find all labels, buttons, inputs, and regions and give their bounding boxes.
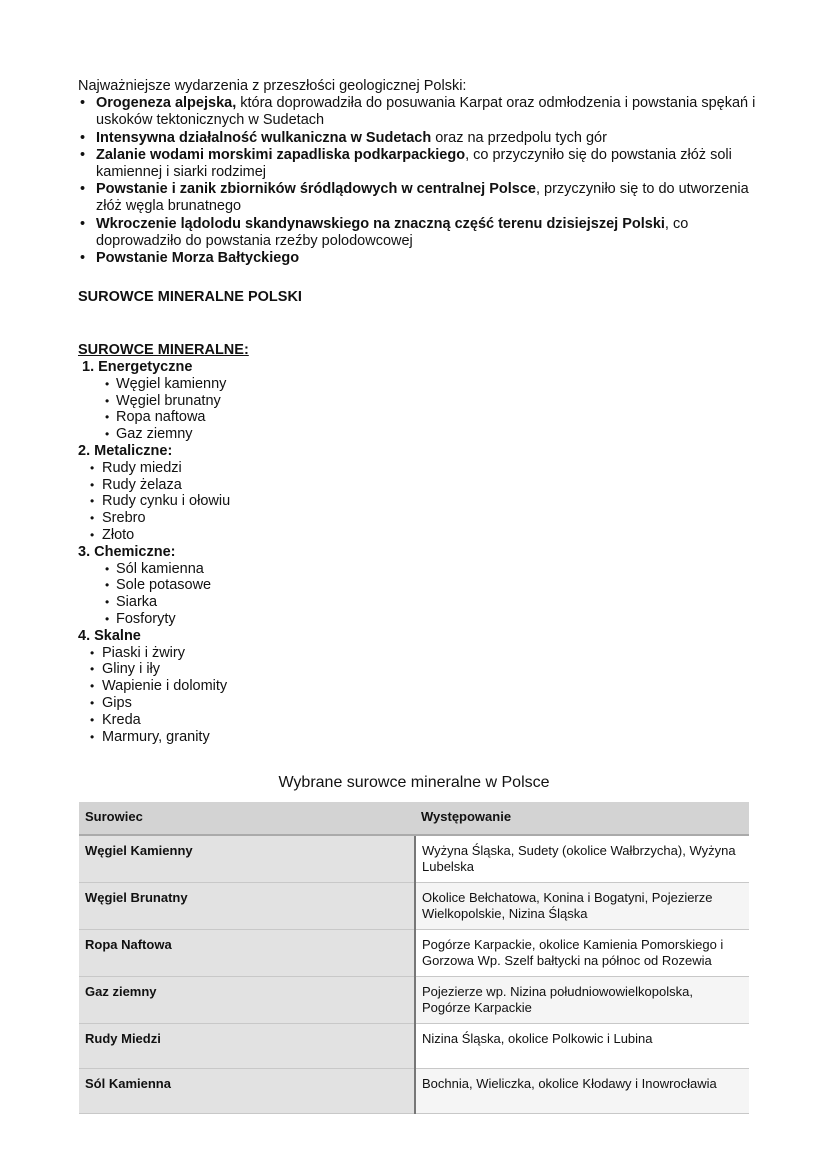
table-caption: Wybrane surowce mineralne w Polsce	[278, 774, 550, 791]
event-text: , co przyczyniło się do powstania złóż soli kamiennej i siarki rodzimej	[96, 146, 732, 181]
event-bold: Zalanie wodami morskimi zapadliska podkarpackiego	[96, 146, 466, 163]
category-item: • Rudy miedzi	[78, 460, 230, 477]
table-row	[79, 1024, 749, 1069]
events-list	[78, 95, 768, 267]
cell-wystepowanie: Pogórze Karpackie, okolice Kamienia Pomorskiego i Gorzowa Wp. Szelf bałtycki na północ od Rozewia	[415, 930, 749, 977]
category-item: • Rudy żelaza	[78, 477, 230, 494]
category-label: 3. Chemiczne:	[78, 543, 176, 560]
table-row	[79, 1069, 749, 1114]
event-bold: Powstanie Morza Bałtyckiego	[96, 250, 300, 267]
event-bold: Intensywna działalność wulkaniczna w Sudetach	[96, 129, 432, 146]
cell-wystepowanie: Okolice Bełchatowa, Konina i Bogatyni, Pojezierze Wielkopolskie, Nizina Śląska	[415, 883, 749, 930]
table-row	[79, 883, 749, 930]
category-item: • Gips	[78, 695, 230, 712]
category-label: 4. Skalne	[78, 627, 141, 644]
table-row	[79, 977, 749, 1024]
event-bold: Wkroczenie lądolodu skandynawskiego na znaczną część terenu dzisiejszej Polski	[96, 215, 665, 232]
category-item: • Marmury, granity	[78, 729, 230, 746]
category-item: • Złoto	[78, 527, 230, 544]
category-label: 2. Metaliczne:	[78, 442, 173, 459]
cell-surowiec: Węgiel Brunatny	[79, 883, 415, 930]
event-item	[78, 130, 768, 147]
category-item: • Piaski i żwiry	[78, 645, 230, 662]
category-item: • Rudy cynku i ołowiu	[78, 493, 230, 510]
category-item: • Siarka	[78, 594, 230, 611]
category-item: • Sole potasowe	[78, 577, 230, 594]
subsection-heading: SUROWCE MINERALNE:	[78, 342, 249, 358]
category-item: • Srebro	[78, 510, 230, 527]
header-wystepowanie: Występowanie	[415, 802, 749, 835]
table-header-row	[79, 802, 749, 835]
event-bold: Powstanie i zanik zbiorników śródlądowych w centralnej Polsce	[96, 181, 536, 198]
cell-surowiec: Ropa Naftowa	[79, 930, 415, 977]
cell-wystepowanie: Nizina Śląska, okolice Polkowic i Lubina	[415, 1024, 749, 1069]
section-heading: SUROWCE MINERALNE POLSKI	[78, 289, 302, 305]
cell-wystepowanie: Bochnia, Wieliczka, okolice Kłodawy i Inowrocławia	[415, 1069, 749, 1114]
category-item: • Fosforyty	[78, 611, 230, 628]
category-item: • Węgiel kamienny	[78, 376, 230, 393]
event-text: , przyczyniło się to do utworzenia złóż węgla brunatnego	[96, 181, 749, 215]
cell-wystepowanie: Pojezierze wp. Nizina południowowielkopolska, Pogórze Karpackie	[415, 977, 749, 1024]
cell-surowiec: Rudy Miedzi	[79, 1024, 415, 1069]
geology-events-section	[78, 78, 768, 267]
category-item: • Wapienie i dolomity	[78, 678, 230, 695]
event-item	[78, 250, 768, 267]
cell-wystepowanie: Wyżyna Śląska, Sudety (okolice Wałbrzycha), Wyżyna Lubelska	[415, 835, 749, 883]
event-item	[78, 147, 768, 181]
category-item: • Sól kamienna	[78, 561, 230, 578]
category-item: • Gliny i iły	[78, 661, 230, 678]
cell-surowiec: Węgiel Kamienny	[79, 835, 415, 883]
event-text: która doprowadziła do posuwania Karpat oraz odmłodzenia i powstania spękań i uskoków tektonicznych w Sudetach	[96, 95, 756, 129]
cell-surowiec: Sól Kamienna	[79, 1069, 415, 1114]
event-bold: Orogeneza alpejska,	[96, 95, 237, 112]
event-item	[78, 95, 768, 129]
minerals-table	[79, 802, 749, 1114]
table-row	[79, 835, 749, 883]
event-text: oraz na przedpolu tych gór	[431, 129, 607, 146]
category-item: • Ropa naftowa	[78, 409, 230, 426]
cell-surowiec: Gaz ziemny	[79, 977, 415, 1024]
event-item	[78, 181, 768, 215]
minerals-categories	[78, 359, 230, 745]
category-item: • Węgiel brunatny	[78, 393, 230, 410]
table-row	[79, 930, 749, 977]
header-surowiec: Surowiec	[79, 802, 415, 835]
intro-title: Najważniejsze wydarzenia z przeszłości geologicznej Polski:	[78, 78, 467, 94]
event-item	[78, 216, 768, 250]
category-item: • Kreda	[78, 712, 230, 729]
category-item: • Gaz ziemny	[78, 426, 230, 443]
event-text: , co doprowadziło do powstania rzeźby polodowcowej	[96, 215, 689, 249]
category-label: 1. Energetyczne	[82, 359, 193, 375]
